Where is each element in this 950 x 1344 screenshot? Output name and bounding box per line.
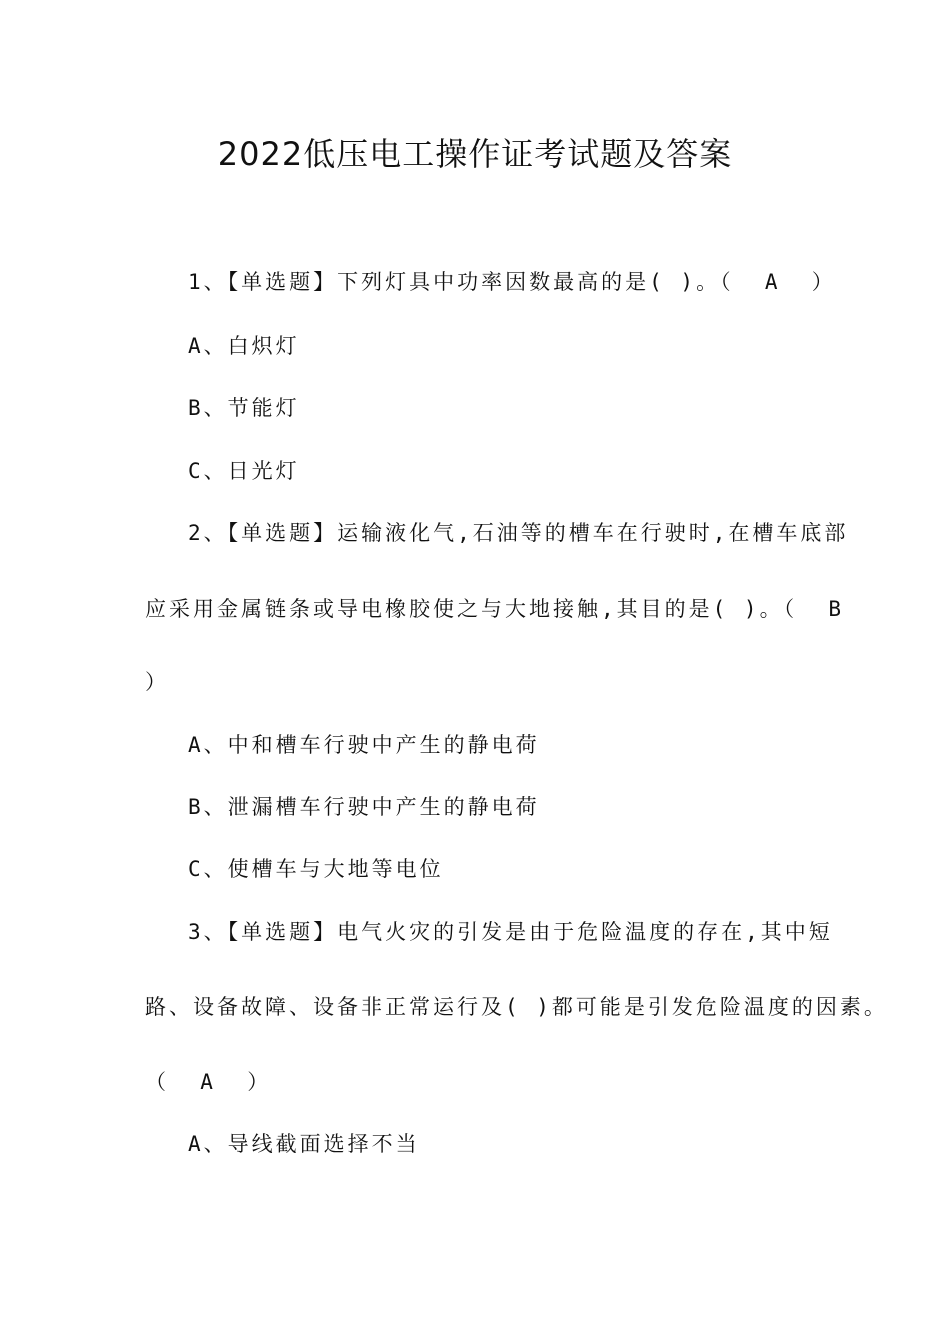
question-2-stem-line-1: 2、【单选题】运输液化气,石油等的槽车在行驶时,在槽车底部 [188, 521, 849, 545]
question-1-stem: 1、【单选题】下列灯具中功率因数最高的是( )。（ A ） [188, 270, 836, 294]
question-1-option-b: B、节能灯 [188, 396, 300, 420]
question-2-stem-line-2: 应采用金属链条或导电橡胶使之与大地接触,其目的是( )。（ B [145, 597, 844, 621]
question-1-option-a: A、白炽灯 [188, 334, 300, 358]
question-3-option-a: A、导线截面选择不当 [188, 1132, 420, 1156]
question-2-stem-line-3: ） [145, 670, 169, 694]
question-2-option-c: C、使槽车与大地等电位 [188, 857, 444, 881]
question-3-stem-line-2: 路、设备故障、设备非正常运行及( )都可能是引发危险温度的因素。 [145, 995, 888, 1019]
question-2-option-b: B、泄漏槽车行驶中产生的静电荷 [188, 795, 540, 819]
question-3-stem-line-3: （ A ） [145, 1070, 272, 1094]
question-1-option-c: C、日光灯 [188, 459, 300, 483]
document-title: 2022低压电工操作证考试题及答案 [217, 135, 733, 173]
question-3-stem-line-1: 3、【单选题】电气火灾的引发是由于危险温度的存在,其中短 [188, 920, 833, 944]
question-2-option-a: A、中和槽车行驶中产生的静电荷 [188, 733, 540, 757]
